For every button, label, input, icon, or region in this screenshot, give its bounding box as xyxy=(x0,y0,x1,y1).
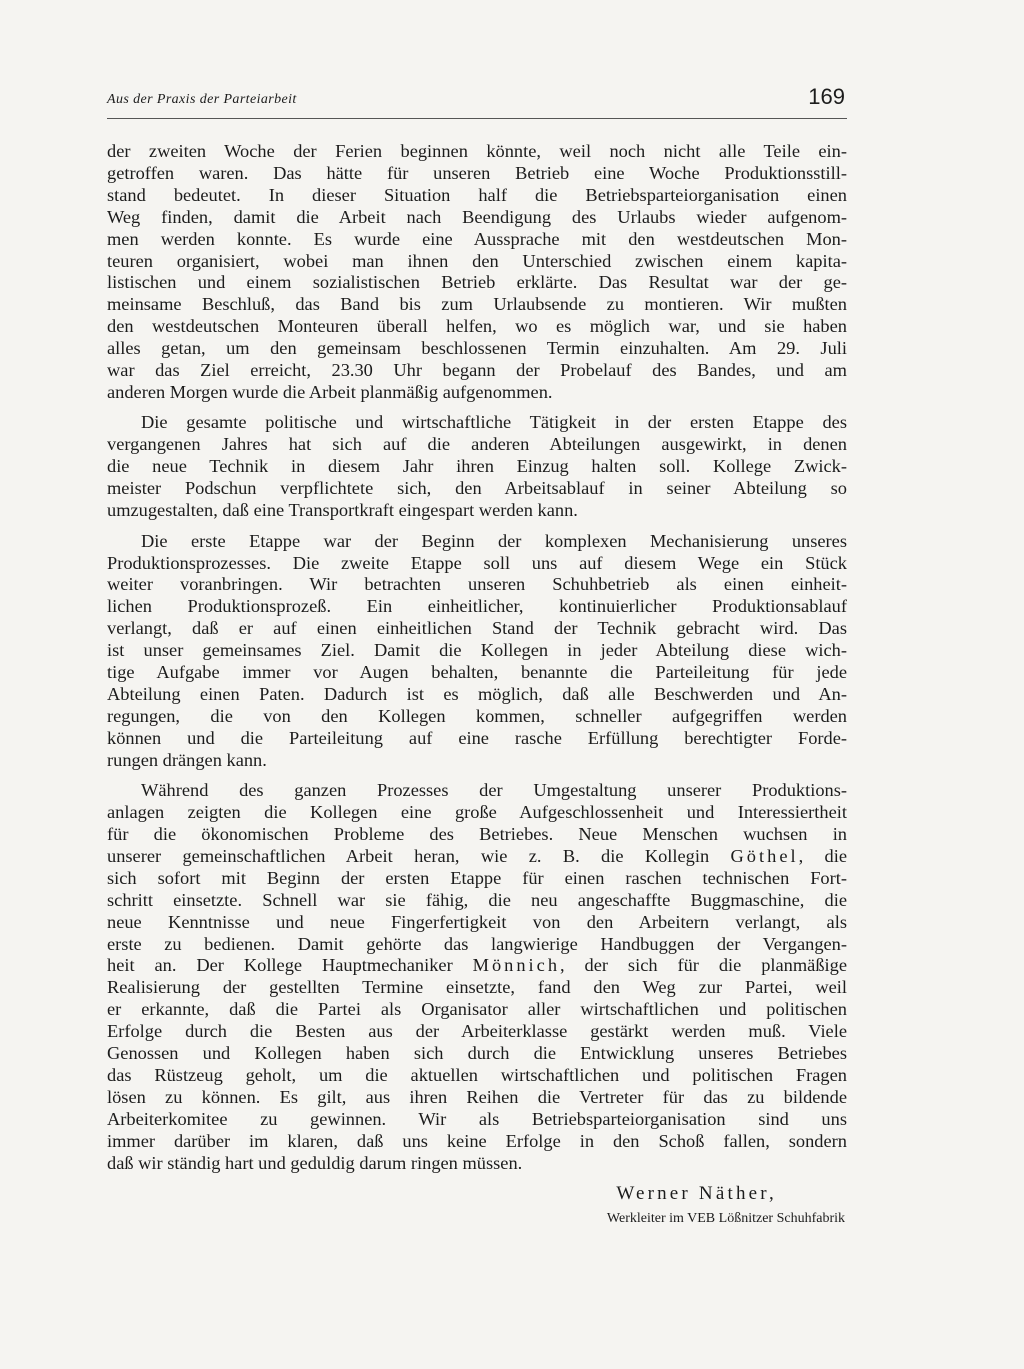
text-line: anderen Morgen wurde die Arbeit planmäßig aufgenommen. xyxy=(107,381,553,402)
text-line: vergangenen Jahres hat sich auf die anderen Abteilungen ausgewirkt, in denen xyxy=(107,434,847,455)
text-line: daß wir ständig hart und geduldig darum ringen müssen. xyxy=(107,1152,523,1173)
text-line: verlangt, daß er auf einen einheitlichen Stand der Technik gebracht wird. Das xyxy=(107,618,847,639)
text-line: unserer gemeinschaftlichen Arbeit heran, wie z. B. die Kollegin Göthel, die xyxy=(107,845,847,866)
text-line: Genossen und Kollegen haben sich durch die Entwicklung unseres Betriebes xyxy=(107,1043,847,1064)
text-line: Realisierung der gestellten Termine einsetzte, fand den Weg zur Partei, weil xyxy=(107,977,847,998)
text-line: umzugestalten, daß eine Transportkraft eingespart werden kann. xyxy=(107,500,578,521)
running-header xyxy=(107,84,847,119)
text-line: stand bedeutet. In dieser Situation half die Betriebsparteiorganisation einen xyxy=(107,184,847,205)
text-line: heit an. Der Kollege Hauptmechaniker Mönnich, der sich für die planmäßige xyxy=(107,955,847,976)
text-line: men werden konnte. Es wurde eine Aussprache mit den westdeutschen Mon- xyxy=(107,228,847,249)
running-title: Aus der Praxis der Parteiarbeit xyxy=(107,92,297,107)
text-line: rungen drängen kann. xyxy=(107,749,267,770)
text-line: das Rüstzeug geholt, um die aktuellen wirtschaftlichen und politischen Fragen xyxy=(107,1064,847,1085)
text-line: können und die Parteileitung auf eine rasche Erfüllung berechtigter Forde- xyxy=(107,727,847,748)
paragraph xyxy=(107,141,847,404)
text-line: Während des ganzen Prozesses der Umgestaltung unserer Produktions- xyxy=(141,780,847,801)
text-line: Weg finden, damit die Arbeit nach Beendigung des Urlaubs wieder aufgenom- xyxy=(107,206,847,227)
text-line: teuren organisiert, wobei man ihnen den Unterschied zwischen einem kapita- xyxy=(107,250,847,271)
text-line: Erfolge durch die Besten aus der Arbeiterklasse gestärkt werden muß. Viele xyxy=(107,1021,847,1042)
text-line: war das Ziel erreicht, 23.30 Uhr begann der Probelauf des Bandes, und am xyxy=(107,360,847,381)
paragraph xyxy=(107,780,847,1174)
text-line: ist unser gemeinsames Ziel. Damit die Kollegen in jeder Abteilung diese wich- xyxy=(107,640,847,661)
text-line: für die ökonomischen Probleme des Betriebes. Neue Menschen wuchsen in xyxy=(107,823,847,844)
text-line: meister Podschun verpflichtete sich, den Arbeitsablauf in seiner Abteilung so xyxy=(107,478,847,499)
text-line: regungen, die von den Kollegen kommen, schneller aufgegriffen werden xyxy=(107,705,847,726)
text-line: alles getan, um den gemeinsam beschlossenen Termin einzuhalten. Am 29. Juli xyxy=(107,338,847,359)
text-line: lösen zu können. Es gilt, aus ihren Reihen die Vertreter für das zu bildende xyxy=(107,1086,847,1107)
text-line: er erkannte, daß die Partei als Organisator aller wirtschaftlichen und politischen xyxy=(107,999,847,1020)
page-number: 169 xyxy=(808,84,845,109)
paragraph xyxy=(107,412,847,522)
text-line: den westdeutschen Monteuren überall helfen, wo es möglich war, und sie haben xyxy=(107,316,847,337)
text-line: schritt einsetzte. Schnell war sie fähig, die neu angeschaffte Buggmaschine, die xyxy=(107,889,847,910)
text-line: getroffen waren. Das hätte für unseren Betrieb eine Woche Produktionsstill- xyxy=(107,162,847,183)
text-line: meinsame Beschluß, das Band bis zum Urlaubsende zu montieren. Wir mußten xyxy=(107,294,847,315)
text-line: weiter voranbringen. Wir betrachten unseren Schuhbetrieb als einen einheit- xyxy=(107,574,847,595)
author-name: Werner Näther, xyxy=(616,1183,777,1204)
text-line: Die gesamte politische und wirtschaftliche Tätigkeit in der ersten Etappe des xyxy=(141,412,847,433)
text-line: die neue Technik in diesem Jahr ihren Einzug halten soll. Kollege Zwick- xyxy=(107,456,847,477)
text-line: listischen und einem sozialistischen Betrieb erklärte. Das Resultat war der ge- xyxy=(107,272,847,293)
author-title: Werkleiter im VEB Lößnitzer Schuhfabrik xyxy=(606,1211,845,1226)
text-line: erste zu bedienen. Damit gehörte das langwierige Handbuggen der Vergangen- xyxy=(107,933,847,954)
paragraph xyxy=(107,531,847,772)
text-line: anlagen zeigten die Kollegen eine große Aufgeschlossenheit und Interessiertheit xyxy=(107,802,847,823)
text-line: tige Aufgabe immer vor Augen behalten, benannte die Parteileitung für jede xyxy=(107,662,847,683)
text-line: Produktionsprozesses. Die zweite Etappe soll uns auf diesem Wege ein Stück xyxy=(107,552,847,573)
article-body xyxy=(107,141,847,1183)
text-line: immer darüber im klaren, daß uns keine Erfolge in den Schoß fallen, sondern xyxy=(107,1130,847,1151)
text-line: der zweiten Woche der Ferien beginnen könnte, weil noch nicht alle Teile ein- xyxy=(107,141,847,161)
text-line: neue Kenntnisse und neue Fingerfertigkeit von den Arbeitern verlangt, als xyxy=(107,911,847,932)
text-line: lichen Produktionsprozeß. Ein einheitlicher, kontinuierlicher Produktionsablauf xyxy=(107,596,847,617)
text-line: sich sofort mit Beginn der ersten Etappe für einen raschen technischen Fort- xyxy=(107,867,847,888)
text-line: Arbeiterkomitee zu gewinnen. Wir als Betriebsparteiorganisation sind uns xyxy=(107,1108,847,1129)
text-line: Die erste Etappe war der Beginn der komplexen Mechanisierung unseres xyxy=(141,530,847,551)
text-line: Abteilung einen Paten. Dadurch ist es möglich, daß alle Beschwerden und An- xyxy=(107,683,847,704)
